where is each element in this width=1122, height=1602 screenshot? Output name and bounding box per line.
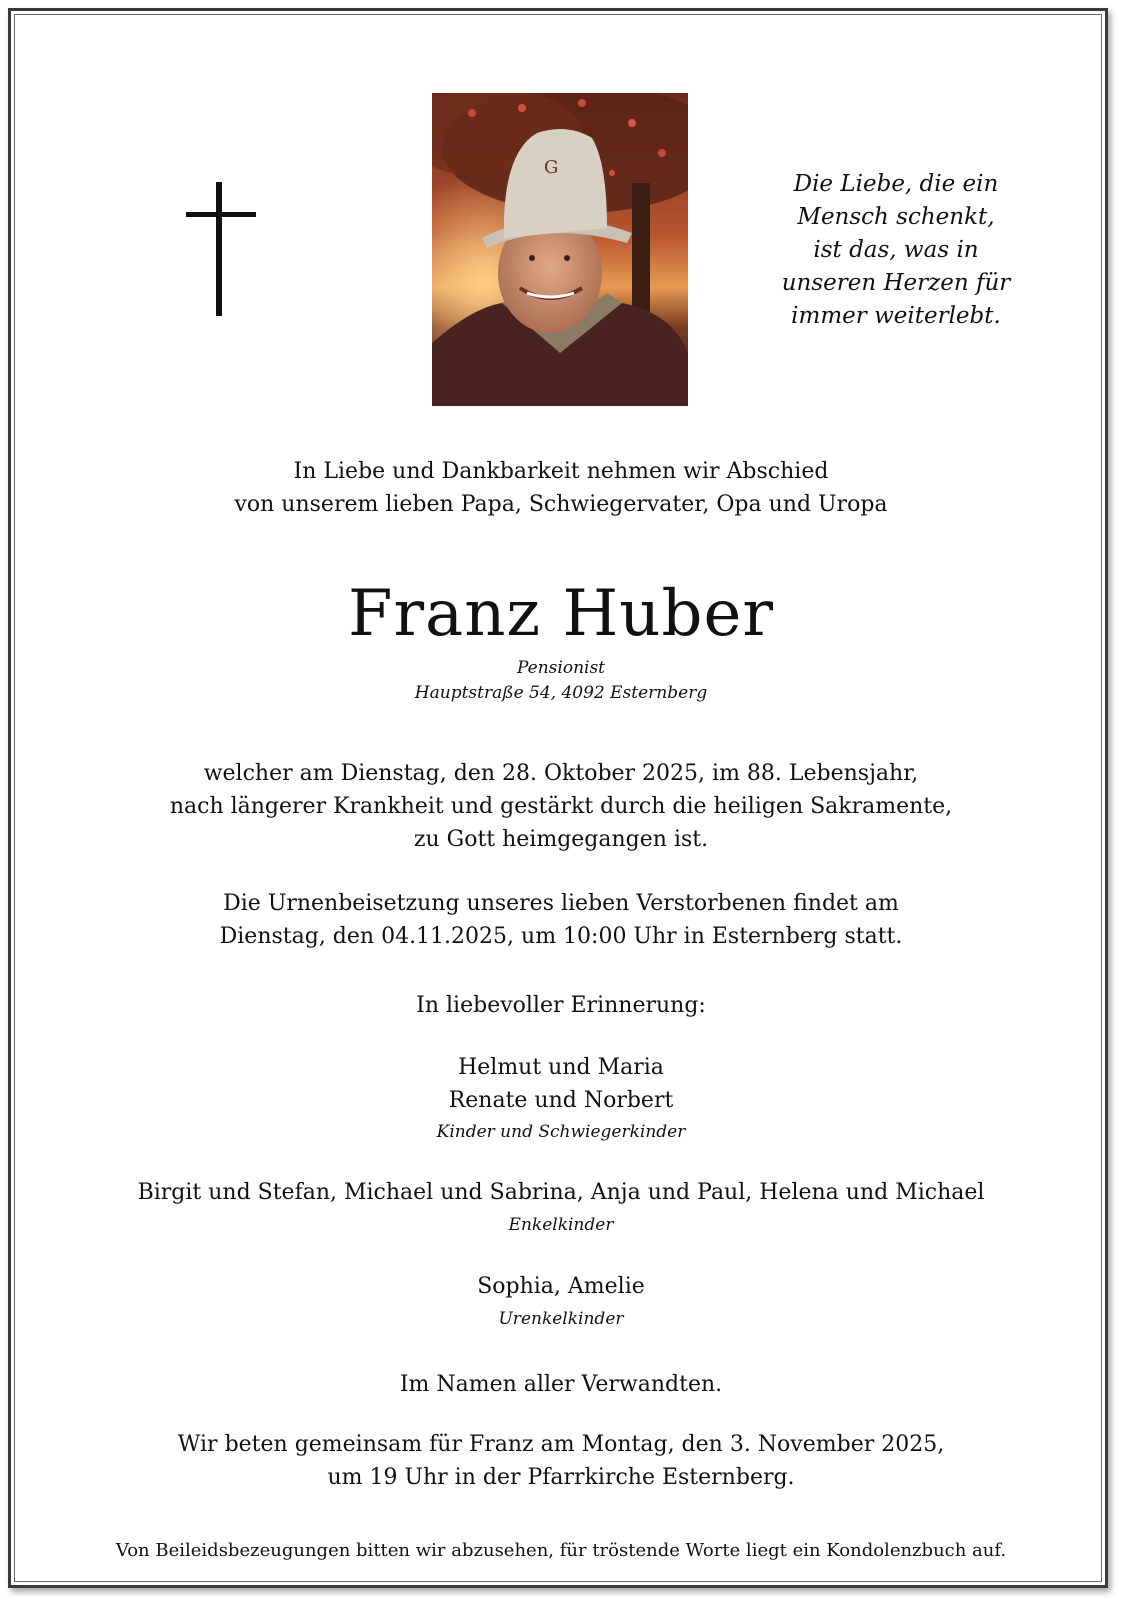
footer-note: Von Beileidsbezeugungen bitten wir abzusehen, für tröstende Worte liegt ein Kondolenzbuch auf.: [115, 1540, 1007, 1561]
svg-text:G: G: [544, 157, 559, 178]
grandchildren-label: Enkelkinder: [508, 1215, 614, 1235]
quote-line: ist das, was in: [813, 237, 979, 263]
intro-text: [0, 455, 1122, 521]
burial-line-1: Die Urnenbeisetzung unseres lieben Verstorbenen findet am: [223, 891, 899, 916]
intro-line-1: In Liebe und Dankbarkeit nehmen wir Abschied: [293, 459, 829, 484]
death-notice: [0, 757, 1122, 856]
children-names: [0, 1051, 1122, 1117]
grandchildren-names: Birgit und Stefan, Michael und Sabrina, Anja und Paul, Helena und Michael: [137, 1180, 985, 1205]
quote-line: unseren Herzen für: [781, 270, 1011, 296]
children-label: Kinder und Schwiegerkinder: [436, 1122, 686, 1142]
deceased-occupation: Pensionist: [516, 658, 606, 678]
prayer-notice: [0, 1428, 1122, 1494]
death-line-1: welcher am Dienstag, den 28. Oktober 2025, im 88. Lebensjahr,: [203, 761, 919, 786]
intro-line-2: von unserem lieben Papa, Schwiegervater, Opa und Uropa: [234, 492, 888, 517]
quote-line: Mensch schenkt,: [797, 204, 995, 230]
death-line-3: zu Gott heimgegangen ist.: [413, 827, 709, 852]
great-grandchildren-names: Sophia, Amelie: [477, 1274, 645, 1299]
great-grandchildren-label: Urenkelkinder: [498, 1309, 624, 1329]
prayer-line-2: um 19 Uhr in der Pfarrkirche Esternberg.: [327, 1465, 795, 1490]
burial-notice: [0, 887, 1122, 953]
child-couple: Renate und Norbert: [448, 1088, 674, 1113]
death-line-2: nach längerer Krankheit und gestärkt durch die heiligen Sakramente,: [169, 794, 953, 819]
memorial-quote: [770, 168, 1022, 333]
quote-line: immer weiterlebt.: [791, 303, 1001, 329]
deceased-name: Franz Huber: [348, 577, 774, 651]
portrait-photo: [432, 93, 688, 406]
memory-heading: In liebevoller Erinnerung:: [416, 993, 706, 1018]
deceased-address: Hauptstraße 54, 4092 Esternberg: [414, 683, 708, 703]
prayer-line-1: Wir beten gemeinsam für Franz am Montag, den 3. November 2025,: [177, 1432, 945, 1457]
quote-line: Die Liebe, die ein: [793, 171, 999, 197]
burial-line-2: Dienstag, den 04.11.2025, um 10:00 Uhr in Esternberg statt.: [219, 924, 903, 949]
child-couple: Helmut und Maria: [458, 1055, 664, 1080]
closing-line: Im Namen aller Verwandten.: [399, 1372, 723, 1397]
cross-icon: [186, 182, 256, 316]
